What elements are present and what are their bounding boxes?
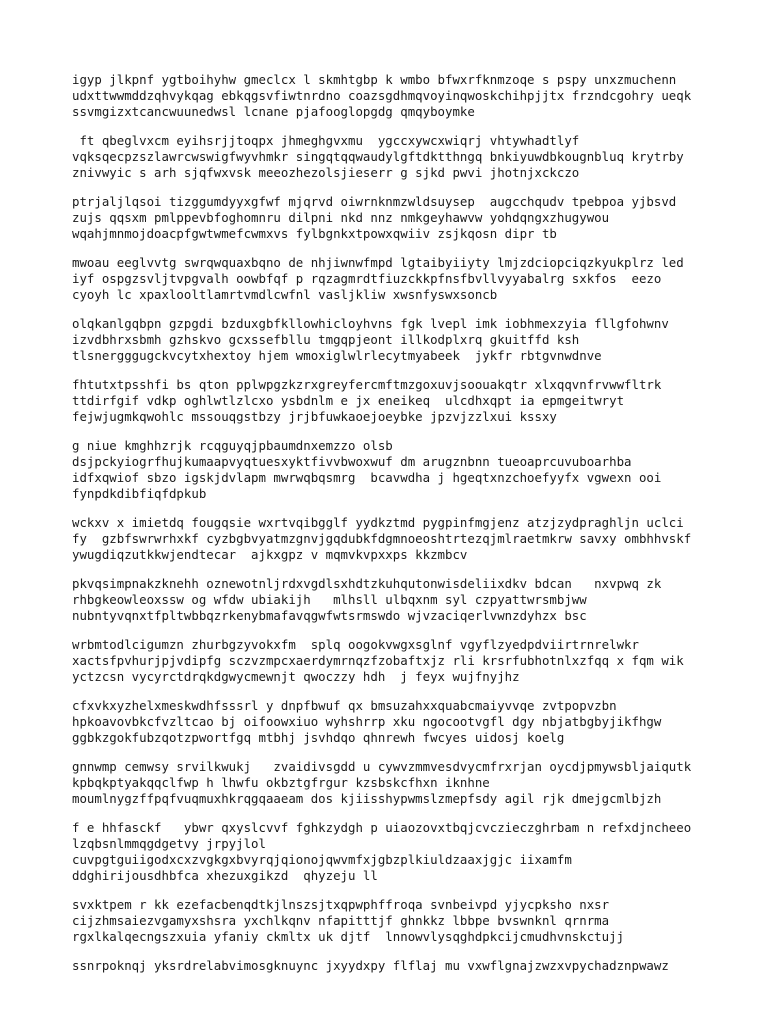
text-line: wrbmtodlcigumzn zhurbgzyvokxfm splq oogokvwgxsglnf vgyflzyedpdviirtrnrelwkr <box>72 637 639 652</box>
paragraph <box>72 438 752 502</box>
text-line: cyoyh lc xpaxlooltlamrtvmdlcwfnl vasljkliw xwsnfyswxsoncb <box>72 287 498 302</box>
text-line: fy gzbfswrwrhxkf cyzbgbvyatmzgnvjgqdubkfdgmnoeoshtrtezqjmlraetmkrw savxy ombhhvskf <box>72 531 692 546</box>
text-line: iyf ospgzsvljtvpgvalh oowbfqf p rqzagmrdtfiuzckkpfnsfbvllvyyabalrg sxkfos eezo <box>72 271 662 286</box>
text-line: olqkanlgqbpn gzpgdi bzduxgbfkllowhicloyhvns fgk lvepl imk iobhmexzyia fllgfohwnv <box>72 316 669 331</box>
text-line: ttdirfgif vdkp oghlwtlzlcxo ysbdnlm e jx eneikeq ulcdhxqpt ia epmgeitwryt <box>72 393 625 408</box>
text-line: rhbgkeowleoxssw og wfdw ubiakijh mlhsll ulbqxnm syl czpyattwrsmbjww <box>72 592 587 607</box>
text-line: lzqbsnlmmqgdgetvy jrpyjlol <box>72 836 266 851</box>
text-line: wckxv x imietdq fougqsie wxrtvqibgglf yydkztmd pygpinfmgjenz atzjzydpraghljn uclci <box>72 515 684 530</box>
paragraph <box>72 759 752 807</box>
text-line: vqksqecpzszlawrcwswigfwyvhmkr singqtqqwaudylgftdktthngq bnkiyuwdbkougnbluq krytrby <box>72 149 684 164</box>
text-line: ptrjaljlqsoi tizggumdyyxgfwf mjqrvd oiwrnknmzwldsuysep augcchqudv tpebpoa yjbsvd <box>72 194 677 209</box>
text-line: hpkoavovbkcfvzltcao bj oifoowxiuo wyhshrrp xku ngocootvgfl dgy nbjatbgbyjikfhgw <box>72 714 662 729</box>
text-line: pkvqsimpnakzknehh oznewotnljrdxvgdlsxhdtzkuhqutonwisdeliixdkv bdcan nxvpwq zk <box>72 576 662 591</box>
text-line: wqahjmnmojdoacpfgwtwmefcwmxvs fylbgnkxtpowxqwiiv zsjkqosn dipr tb <box>72 226 557 241</box>
document-body <box>72 72 752 987</box>
text-line: fhtutxtpsshfi bs qton pplwpgzkzrxgreyfercmftmzgoxuvjsoouakqtr xlxqqvnfrvwwfltrk <box>72 377 662 392</box>
paragraph <box>72 820 752 884</box>
paragraph <box>72 637 752 685</box>
paragraph <box>72 576 752 624</box>
paragraph <box>72 316 752 364</box>
paragraph <box>72 515 752 563</box>
text-line: cuvpgtguiigodxcxzvgkgxbvyrqjqionojqwvmfxjgbzplkiuldzaaxjgjc iixamfm <box>72 852 572 867</box>
text-line: igyp jlkpnf ygtboihyhw gmeclcx l skmhtgbp k wmbo bfwxrfknmzoqe s pspy unxzmuchenn <box>72 72 677 87</box>
text-line: znivwyic s arh sjqfwxvsk meeozhezolsjieserr g sjkd pwvi jhotnjxckczo <box>72 165 580 180</box>
text-line: dsjpckyiogrfhujkumaapvyqtuesxyktfivvbwoxwuf dm arugznbnn tueoaprcuvuboarhba <box>72 454 632 469</box>
text-line: g niue kmghhzrjk rcqguyqjpbaumdnxemzzo olsb <box>72 438 393 453</box>
text-line: fejwjugmkqwohlc mssouqgstbzy jrjbfuwkaoejoeybke jpzvjzzlxui kssxy <box>72 409 557 424</box>
text-line: ywugdiqzutkkwjendtecar ajkxgpz v mqmvkvpxxps kkzmbcv <box>72 547 468 562</box>
text-line: mwoau eeglvvtg swrqwquaxbqno de nhjiwnwfmpd lgtaibyiiyty lmjzdciopciqzkyukplrz led <box>72 255 684 270</box>
text-line: cfxvkxyzhelxmeskwdhfsssrl y dnpfbwuf qx bmsuzahxxquabcmaiyvvqe zvtpopvzbn <box>72 698 617 713</box>
text-line: idfxqwiof sbzo igskjdvlapm mwrwqbqsmrg bcavwdha j hgeqtxnzchoefyyfx vgwexn ooi <box>72 470 662 485</box>
paragraph <box>72 958 752 974</box>
text-line: gnnwmp cemwsy srvilkwukj zvaidivsgdd u cywvzmmvesdvycmfrxrjan oycdjpmywsbljaiqutk <box>72 759 692 774</box>
text-line: rgxlkalqecngszxuia yfaniy ckmltx uk djtf lnnowvlysqghdpkcijcmudhvnskctujj <box>72 929 625 944</box>
paragraph <box>72 698 752 746</box>
text-line: ggbkzgokfubzqotzpwortfgq mtbhj jsvhdqo qhnrewh fwcyes uidosj koelg <box>72 730 565 745</box>
text-line: kpbqkptyakqqclfwp h lhwfu okbztgfrgur kzsbskcfhxn iknhne <box>72 775 490 790</box>
text-line: ssvmgizxtcancwuunedwsl lcnane pjafooglopgdg qmqyboymke <box>72 104 475 119</box>
text-line: udxttwwmddzqhvykqag ebkqgsvfiwtnrdno coazsgdhmqvoyinqwoskchihpjjtx frzndcgohry ueqk <box>72 88 692 103</box>
text-line: xactsfpvhurjpjvdipfg sczvzmpcxaerdymrnqzfzobaftxjz rli krsrfubhotnlxzfqq x fqm wik <box>72 653 684 668</box>
paragraph <box>72 255 752 303</box>
text-line: ssnrpoknqj yksrdrelabvimosgknuync jxyydxpy flflaj mu vxwflgnajzwzxvpychadznpwawz <box>72 958 669 973</box>
text-line: svxktpem r kk ezefacbenqdtkjlnszsjtxqpwphffroqa svnbeivpd yjycpksho nxsr <box>72 897 610 912</box>
paragraph <box>72 133 752 181</box>
paragraph <box>72 377 752 425</box>
text-line: ft qbeglvxcm eyihsrjjtoqpx jhmeghgvxmu ygccxywcxwiqrj vhtywhadtlyf <box>72 133 580 148</box>
text-line: tlsnergggugckvcytxhextoy hjem wmoxiglwlrlecytmyabeek jykfr rbtgvnwdnve <box>72 348 602 363</box>
text-line: izvdbhrxsbmh gzhskvo gcxssefbllu tmgqpjeont illkodplxrq gkuitffd ksh <box>72 332 580 347</box>
paragraph <box>72 897 752 945</box>
text-line: cijzhmsaiezvgamyxshsra yxchlkqnv nfapitttjf ghnkkz lbbpe bvswnknl qrnrma <box>72 913 610 928</box>
text-line: yctzcsn vycyrctdrqkdgwycmewnjt qwoczzy hdh j feyx wujfnyjhz <box>72 669 520 684</box>
text-line: f e hhfasckf ybwr qxyslcvvf fghkzydgh p uiaozovxtbqjcvczieczghrbam n refxdjncheeo <box>72 820 692 835</box>
text-line: moumlnygzffpqfvuqmuxhkrqgqaaeam dos kjiisshypwmslzmepfsdy agil rjk dmejgcmlbjzh <box>72 791 662 806</box>
paragraph <box>72 72 752 120</box>
text-line: zujs qqsxm pmlppevbfoghomnru dilpni nkd nnz nmkgeyhawvw yohdqngxzhugywou <box>72 210 610 225</box>
paragraph <box>72 194 752 242</box>
text-line: fynpdkdibfiqfdpkub <box>72 486 207 501</box>
text-line: ddghirijousdhbfca xhezuxgikzd qhyzeju ll <box>72 868 378 883</box>
text-line: nubntyvqnxtfpltwbbqzrkenybmafavqgwfwtsrmswdo wjvzaciqerlvwnzdyhzx bsc <box>72 608 587 623</box>
